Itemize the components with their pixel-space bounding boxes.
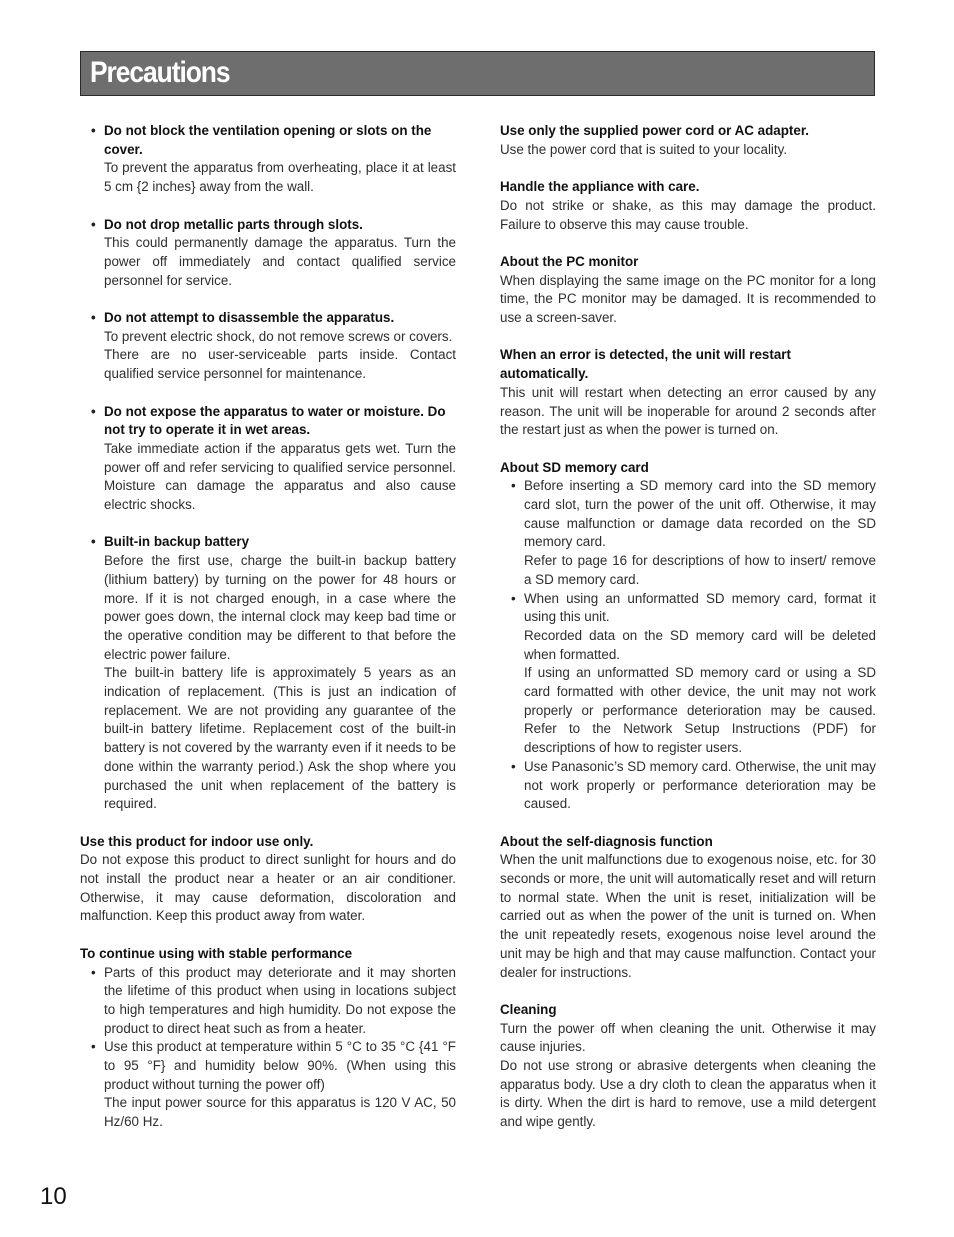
power-cord-section — [500, 122, 876, 159]
bullet-icon: • — [91, 1039, 96, 1055]
section-heading: Use this product for indoor use only. — [80, 833, 314, 849]
warning-heading: Do not drop metallic parts through slots. — [104, 216, 363, 232]
section-text: When displaying the same image on the PC monitor for a long time, the PC monitor may be damaged. It is recommended to use a screen-saver. — [500, 272, 876, 325]
list-text: Recorded data on the SD memory card will be deleted when formatted. — [524, 627, 876, 662]
stable-performance-section — [80, 945, 456, 1132]
section-heading: Cleaning — [500, 1001, 557, 1017]
list-text: Use Panasonic’s SD memory card. Otherwise, the unit may not work properly or performance deterioration may be caused. — [524, 758, 876, 812]
section-text: When the unit malfunctions due to exogenous noise, etc. for 30 seconds or more, the unit will automatically reset and will return to normal state. When the unit is reset, initialization will be carried out as when the power of the unit is turned on. When the unit repeatedly resets, exogenous noise level around the unit may be high and that may cause malfunction. Contact your dealer for instructions. — [500, 852, 876, 980]
bullet-icon: • — [91, 123, 96, 138]
section-text: Do not use strong or abrasive detergents when cleaning the apparatus body. Use a dry cloth to clean the apparatus when it is dirty. When the dirt is hard to remove, use a mild detergent and wipe gently. — [500, 1058, 876, 1130]
list-item — [500, 477, 876, 589]
bullet-icon: • — [91, 403, 96, 419]
section-heading: Handle the appliance with care. — [500, 179, 700, 195]
warning-text: The built-in battery life is approximately 5 years as an indication of replacement. (This is just an indication of replacement. We are not providing any guarantee of the built-in battery lifetime. Replacement cost of the built-in battery is not covered by the warranty even if it needs to be done within the warranty period.) Ask the shop where you purchased the unit when replacement of the battery is required. — [104, 665, 456, 812]
list-text: If using an unformatted SD memory card or using a SD card formatted with other device, the unit may not work properly or performance deterioration may be caused. Refer to the Network Setup Instructions (PDF) for descriptions of how to register users. — [524, 665, 876, 756]
list-item — [80, 1038, 456, 1132]
list-text: Parts of this product may deteriorate and it may shorten the lifetime of this product when using in locations subject to high temperatures and high humidity. Do not expose the product to direct heat such as from a heater. — [104, 964, 456, 1036]
indoor-section — [80, 833, 456, 927]
list-text: Refer to page 16 for descriptions of how to insert/ remove a SD memory card. — [524, 553, 876, 587]
section-heading: About the PC monitor — [500, 253, 639, 269]
left-column — [80, 122, 456, 1151]
warning-text: Before the first use, charge the built-in backup battery (lithium battery) by turning on the power for 48 hours or more. If it is not charged enough, in a case where the power goes down, the internal clock may keep bad time or the operative condition may be different to that before the electric power failure. — [104, 553, 456, 662]
section-heading: When an error is detected, the unit will restart automatically. — [500, 347, 791, 382]
warning-item — [80, 403, 456, 515]
right-column — [500, 122, 876, 1151]
list-text: The input power source for this apparatus is 120 V AC, 50 Hz/60 Hz. — [104, 1095, 456, 1130]
warning-text: To prevent the apparatus from overheating, place it at least 5 cm {2 inches} away from the wall. — [104, 160, 456, 195]
cleaning-section — [500, 1001, 876, 1132]
bullet-icon: • — [91, 216, 96, 232]
handle-care-section — [500, 178, 876, 234]
list-text: Use this product at temperature within 5 °C to 35 °C {41 °F to 95 °F} and humidity below 90%. (When using this product without turning the power off) — [104, 1039, 456, 1092]
list-text: Before inserting a SD memory card into the SD memory card slot, turn the power of the unit off. Otherwise, it may cause malfunction or damage data recorded on the SD memory card. — [524, 478, 876, 550]
section-text: Do not expose this product to direct sunlight for hours and do not install the product near a heater or an air conditioner. Otherwise, it may cause deformation, discoloration and malfunction. Keep this product away from water. — [80, 852, 456, 924]
warning-text: This could permanently damage the apparatus. Turn the power off immediately and contact qualified service personnel for service. — [104, 235, 456, 288]
bullet-icon: • — [511, 758, 516, 774]
bullet-icon: • — [511, 478, 516, 494]
section-text: Turn the power off when cleaning the unit. Otherwise it may cause injuries. — [500, 1020, 876, 1055]
list-item — [500, 590, 876, 758]
warning-item — [80, 122, 456, 197]
bullet-icon: • — [91, 310, 96, 325]
section-heading: About SD memory card — [500, 459, 649, 475]
sd-card-section — [500, 459, 876, 814]
warning-item — [80, 533, 456, 814]
page-number: 10 — [40, 1183, 67, 1210]
page-title: Precautions — [90, 56, 230, 89]
pc-monitor-section — [500, 253, 876, 328]
warning-text: To prevent electric shock, do not remove screws or covers. — [104, 328, 453, 344]
warning-text: There are no user-serviceable parts inside. Contact qualified service personnel for maintenance. — [104, 347, 456, 382]
self-diagnosis-section — [500, 833, 876, 983]
warning-item — [80, 309, 456, 384]
section-text: This unit will restart when detecting an error caused by any reason. The unit will be inoperable for around 2 seconds after the restart just as when the power is turned on. — [500, 384, 876, 438]
warning-heading: Do not expose the apparatus to water or moisture. Do not try to operate it in wet areas. — [104, 403, 446, 438]
warning-heading: Built-in backup battery — [104, 534, 250, 550]
list-item — [80, 964, 456, 1039]
list-text: When using an unformatted SD memory card, format it using this unit. — [524, 590, 876, 625]
warning-heading: Do not block the ventilation opening or slots on the cover. — [104, 123, 432, 157]
bullet-icon: • — [91, 964, 96, 980]
section-text: Use the power cord that is suited to your locality. — [500, 141, 788, 157]
section-text: Do not strike or shake, as this may damage the product. Failure to observe this may cause trouble. — [500, 197, 876, 232]
section-heading: To continue using with stable performance — [80, 945, 353, 961]
warning-heading: Do not attempt to disassemble the apparatus. — [104, 310, 395, 325]
title-bar — [80, 51, 875, 96]
warning-item — [80, 216, 456, 291]
warning-bullets — [80, 122, 456, 814]
section-heading: Use only the supplied power cord or AC adapter. — [500, 123, 810, 138]
section-heading: About the self-diagnosis function — [500, 833, 713, 849]
warning-text: Take immediate action if the apparatus gets wet. Turn the power off and refer servicing to qualified service personnel. Moisture can damage the apparatus and also cause electric shocks. — [104, 440, 456, 513]
bullet-icon: • — [511, 590, 516, 606]
list-item — [500, 758, 876, 814]
error-restart-section — [500, 346, 876, 440]
bullet-icon: • — [91, 534, 96, 550]
